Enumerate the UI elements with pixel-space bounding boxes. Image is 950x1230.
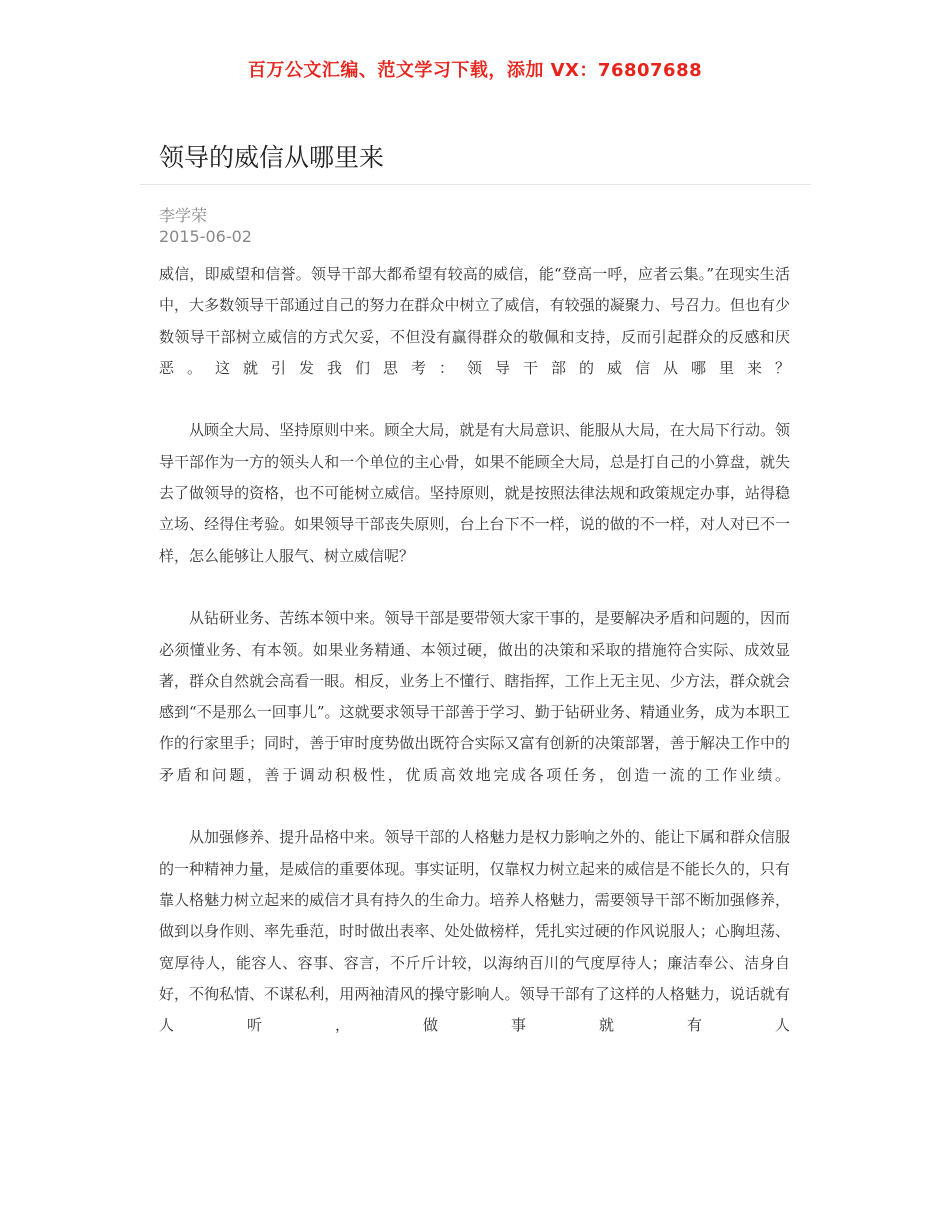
paragraph-intro: 威信，即威望和信誉。领导干部大都希望有较高的威信，能“登高一呼，应者云集。”在现实生活中，大多数领导干部通过自己的努力在群众中树立了威信，有较强的凝聚力、号召力。但也有少数领导干部树立威信的方式欠妥，不但没有赢得群众的敬佩和支持，反而引起群众的反感和厌恶。这就引发我们思考：领导干部的威信从哪里来？ [159, 265, 790, 377]
paragraph-character: 从加强修养、提升品格中来。领导干部的人格魅力是权力影响之外的、能让下属和群众信服的一种精神力量，是威信的重要体现。事实证明，仅靠权力树立起来的威信是不能长久的，只有靠人格魅力树立起来的威信才具有持久的生命力。培养人格魅力，需要领导干部不断加强修养，做到以身作则、率先垂范，时时做出表率、处处做榜样，凭扎实过硬的作风说服人；心胸坦荡、宽厚待人，能容人、容事、容言，不斤斤计较，以海纳百川的气度厚待人；廉洁奉公、洁身自好，不徇私情、不谋私利，用两袖清风的操守影响人。领导干部有了这样的人格魅力，说话就有人听，做事就有人 [159, 828, 790, 1035]
promo-banner: 百万公文汇编、范文学习下载，添加 VX：76807688 [247, 60, 703, 81]
paragraph-principle: 从顾全大局、坚持原则中来。顾全大局，就是有大局意识、能服从大局，在大局下行动。领导干部作为一方的领头人和一个单位的主心骨，如果不能顾全大局，总是打自己的小算盘，就失去了做领导的资格，也不可能树立威信。坚持原则，就是按照法律法规和政策规定办事，站得稳立场、经得住考验。如果领导干部丧失原则，台上台下不一样，说的做的不一样，对人对已不一样，怎么能够让人服气、树立威信呢？ [159, 421, 790, 565]
article-author: 李学荣 [159, 206, 208, 225]
article-title: 领导的威信从哪里来 [159, 143, 385, 172]
article-date: 2015-06-02 [159, 227, 252, 246]
title-divider [140, 184, 811, 185]
article-body [159, 259, 790, 1041]
paragraph-skills: 从钻研业务、苦练本领中来。领导干部是要带领大家干事的，是要解决矛盾和问题的，因而必须懂业务、有本领。如果业务精通、本领过硬，做出的决策和采取的措施符合实际、成效显著，群众自然就会高看一眼。相反，业务上不懂行、瞎指挥，工作上无主见、少方法，群众就会感到“不是那么一回事儿”。这就要求领导干部善于学习、勤于钻研业务、精通业务，成为本职工作的行家里手；同时，善于审时度势做出既符合实际又富有创新的决策部署，善于解决工作中的矛盾和问题，善于调动积极性，优质高效地完成各项任务，创造一流的工作业绩。 [159, 609, 790, 784]
